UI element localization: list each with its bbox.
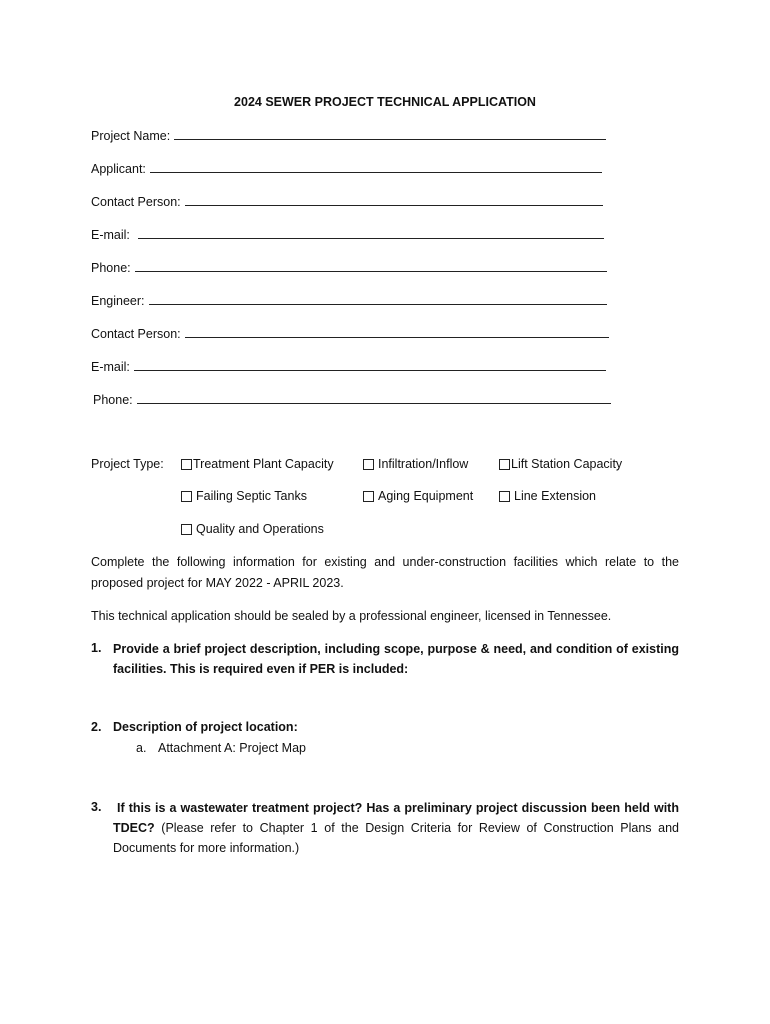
fill-line[interactable] [185,326,609,338]
fill-line[interactable] [135,260,607,272]
instructions-paragraph: Complete the following information for existing and under-construction facilities which relate to the proposed project for MAY 2022 - APRIL 2023. [91,555,679,590]
checkbox[interactable] [181,491,192,502]
question-3-bold-text: If this is a wastewater treatment project? Has a preliminary project discussion been held with TDEC? [113,801,679,835]
question-3-note: (Please refer to Chapter 1 of the Design Criteria for Review of Construction Plans and Documents for more information.) [113,821,679,855]
email-field[interactable] [91,227,604,242]
field-label: Contact Person: [91,195,181,209]
checkbox[interactable] [181,524,192,535]
checkbox[interactable] [363,491,374,502]
option-aging-equipment[interactable]: Aging Equipment [363,489,473,503]
engineer-field[interactable] [91,293,607,308]
project-name-field[interactable] [91,128,606,143]
engineer-contact-person-field[interactable] [91,326,609,341]
fill-line[interactable] [149,293,607,305]
field-label: E-mail: [91,228,130,242]
question-1-text: Provide a brief project description, including scope, purpose & need, and condition of existing facilities. This is required even if PER is included: [113,642,679,676]
option-infiltration-inflow[interactable]: Infiltration/Inflow [363,457,468,471]
field-label: Contact Person: [91,327,181,341]
field-label: Engineer: [91,294,145,308]
option-treatment-plant-capacity[interactable]: Treatment Plant Capacity [181,457,334,471]
question-3-text [113,798,679,858]
phone-field[interactable] [91,260,607,275]
engineer-phone-field[interactable] [93,392,611,407]
question-number: 1. [91,641,102,655]
fill-line[interactable] [138,227,604,239]
fill-line[interactable] [150,161,602,173]
question-number: 2. [91,720,102,734]
option-failing-septic-tanks[interactable]: Failing Septic Tanks [181,489,307,503]
option-quality-and-operations[interactable]: Quality and Operations [181,522,324,536]
seal-requirement-paragraph: This technical application should be sealed by a professional engineer, licensed in Tennessee. [91,609,612,623]
sub-item-number: a. [136,741,147,755]
field-label: E-mail: [91,360,130,374]
contact-person-field[interactable] [91,194,603,209]
fill-line[interactable] [185,194,603,206]
checkbox[interactable] [499,459,510,470]
attachment-a-item: Attachment A: Project Map [158,741,306,755]
question-number: 3. [91,800,102,814]
checkbox[interactable] [181,459,192,470]
checkbox[interactable] [499,491,510,502]
option-lift-station-capacity[interactable]: Lift Station Capacity [499,457,622,471]
engineer-email-field[interactable] [91,359,606,374]
project-type-label: Project Type: [91,457,164,471]
field-label: Project Name: [91,129,171,143]
option-line-extension[interactable]: Line Extension [499,489,596,503]
fill-line[interactable] [134,359,606,371]
page-title: 2024 SEWER PROJECT TECHNICAL APPLICATION [234,95,536,109]
checkbox[interactable] [363,459,374,470]
field-label: Phone: [91,261,131,275]
question-2-text: Description of project location: [113,720,298,734]
field-label: Applicant: [91,162,146,176]
fill-line[interactable] [137,392,611,404]
fill-line[interactable] [174,128,606,140]
applicant-field[interactable] [91,161,602,176]
field-label: Phone: [93,393,133,407]
